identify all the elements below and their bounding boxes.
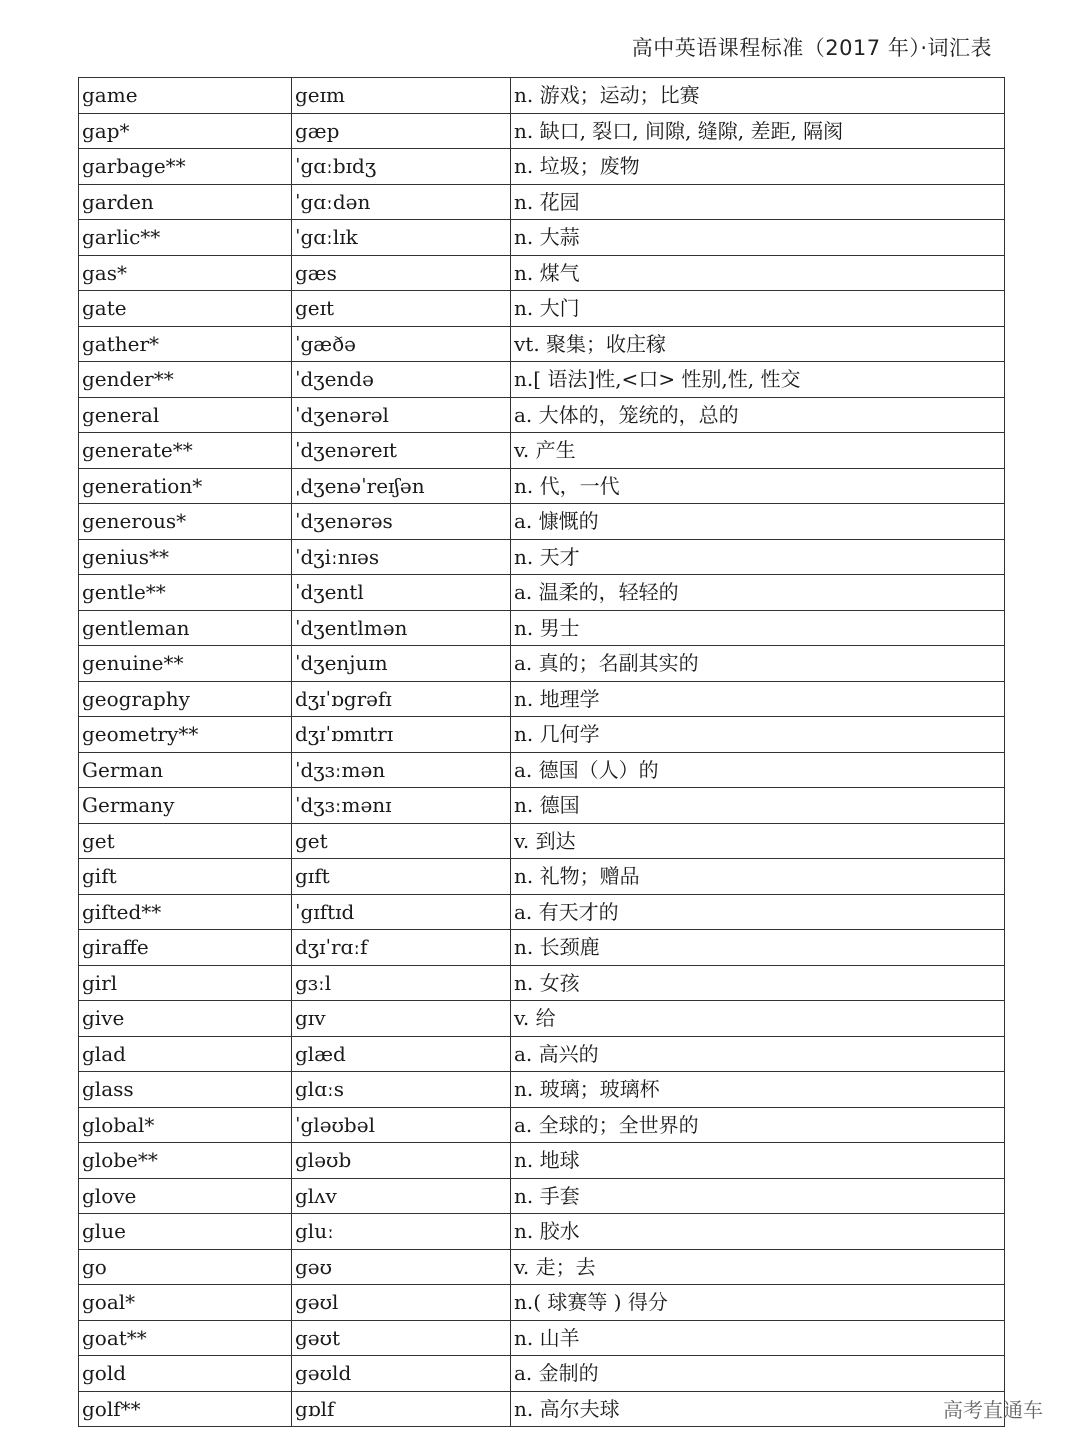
word-cell: globe** [79, 1143, 292, 1179]
word-cell: goal* [79, 1285, 292, 1321]
word-cell: girl [79, 965, 292, 1001]
phonetic-cell: ˌdʒenəˈreɪʃən [292, 468, 511, 504]
word-cell: glue [79, 1214, 292, 1250]
watermark-text: 高考直通车 [943, 1398, 1043, 1422]
phonetic-cell: ˈgɑːbɪdʒ [292, 149, 511, 185]
phonetic-cell: get [292, 823, 511, 859]
definition-cell: v. 产生 [511, 433, 1005, 469]
phonetic-cell: gæs [292, 255, 511, 291]
definition-cell: n. 高尔夫球 [511, 1391, 1005, 1427]
table-row [79, 823, 1005, 859]
table-row [79, 1143, 1005, 1179]
table-row [79, 1107, 1005, 1143]
table-row [79, 1249, 1005, 1285]
table-row [79, 1072, 1005, 1108]
phonetic-cell: dʒɪˈɒgrəfɪ [292, 681, 511, 717]
phonetic-cell: gləʊb [292, 1143, 511, 1179]
definition-cell: n. 大蒜 [511, 220, 1005, 256]
word-cell: garbage** [79, 149, 292, 185]
table-row [79, 681, 1005, 717]
table-row [79, 610, 1005, 646]
phonetic-cell: glʌv [292, 1178, 511, 1214]
phonetic-cell: gɪv [292, 1001, 511, 1037]
definition-cell: n. 德国 [511, 788, 1005, 824]
table-row [79, 1285, 1005, 1321]
definition-cell: n.[ 语法]性,<口> 性别,性, 性交 [511, 362, 1005, 398]
phonetic-cell: gəʊt [292, 1320, 511, 1356]
table-row [79, 575, 1005, 611]
table-row [79, 113, 1005, 149]
phonetic-cell: dʒɪˈrɑːf [292, 930, 511, 966]
definition-cell: n. 礼物；赠品 [511, 859, 1005, 895]
table-row [79, 362, 1005, 398]
word-cell: generation* [79, 468, 292, 504]
table-row [79, 468, 1005, 504]
definition-cell: n. 女孩 [511, 965, 1005, 1001]
word-cell: general [79, 397, 292, 433]
table-row [79, 1356, 1005, 1392]
word-cell: generate** [79, 433, 292, 469]
definition-cell: a. 慷慨的 [511, 504, 1005, 540]
definition-cell: n. 几何学 [511, 717, 1005, 753]
word-cell: glove [79, 1178, 292, 1214]
table-row [79, 255, 1005, 291]
phonetic-cell: ˈgæðə [292, 326, 511, 362]
table-row [79, 859, 1005, 895]
definition-cell: v. 走；去 [511, 1249, 1005, 1285]
word-cell: gentleman [79, 610, 292, 646]
definition-cell: n. 长颈鹿 [511, 930, 1005, 966]
table-row [79, 291, 1005, 327]
phonetic-cell: gɒlf [292, 1391, 511, 1427]
table-row [79, 149, 1005, 185]
word-cell: get [79, 823, 292, 859]
phonetic-cell: dʒɪˈɒmɪtrɪ [292, 717, 511, 753]
phonetic-cell: ˈdʒɜːmənɪ [292, 788, 511, 824]
table-row [79, 965, 1005, 1001]
phonetic-cell: ˈdʒentl [292, 575, 511, 611]
table-row [79, 433, 1005, 469]
word-cell: gate [79, 291, 292, 327]
definition-cell: a. 真的；名副其实的 [511, 646, 1005, 682]
phonetic-cell: ˈdʒenjuɪn [292, 646, 511, 682]
definition-cell: a. 全球的；全世界的 [511, 1107, 1005, 1143]
word-cell: give [79, 1001, 292, 1037]
table-row [79, 504, 1005, 540]
definition-cell: n. 胶水 [511, 1214, 1005, 1250]
phonetic-cell: gɪft [292, 859, 511, 895]
definition-cell: a. 有天才的 [511, 894, 1005, 930]
definition-cell: a. 大体的，笼统的，总的 [511, 397, 1005, 433]
table-row [79, 220, 1005, 256]
word-cell: global* [79, 1107, 292, 1143]
phonetic-cell: glæd [292, 1036, 511, 1072]
definition-cell: v. 到达 [511, 823, 1005, 859]
word-cell: goat** [79, 1320, 292, 1356]
table-row [79, 788, 1005, 824]
phonetic-cell: gɜːl [292, 965, 511, 1001]
phonetic-cell: geɪt [292, 291, 511, 327]
table-row [79, 752, 1005, 788]
table-row [79, 326, 1005, 362]
definition-cell: n. 缺口, 裂口, 间隙, 缝隙, 差距, 隔阂 [511, 113, 1005, 149]
word-cell: gifted** [79, 894, 292, 930]
phonetic-cell: ˈdʒendə [292, 362, 511, 398]
table-row [79, 646, 1005, 682]
definition-cell: v. 给 [511, 1001, 1005, 1037]
word-cell: generous* [79, 504, 292, 540]
word-cell: glass [79, 1072, 292, 1108]
phonetic-cell: ˈdʒentlmən [292, 610, 511, 646]
word-cell: game [79, 78, 292, 114]
table-row [79, 1001, 1005, 1037]
definition-cell: a. 温柔的，轻轻的 [511, 575, 1005, 611]
word-cell: Germany [79, 788, 292, 824]
word-cell: gold [79, 1356, 292, 1392]
definition-cell: n. 花园 [511, 184, 1005, 220]
phonetic-cell: ˈgɪftɪd [292, 894, 511, 930]
definition-cell: n. 大门 [511, 291, 1005, 327]
word-cell: giraffe [79, 930, 292, 966]
table-row [79, 894, 1005, 930]
vocabulary-table [78, 77, 1005, 1427]
definition-cell: n. 游戏；运动；比赛 [511, 78, 1005, 114]
definition-cell: a. 高兴的 [511, 1036, 1005, 1072]
table-row [79, 184, 1005, 220]
vocabulary-table-body [79, 78, 1005, 1427]
table-row [79, 1320, 1005, 1356]
phonetic-cell: ˈgɑːlɪk [292, 220, 511, 256]
word-cell: geography [79, 681, 292, 717]
word-cell: go [79, 1249, 292, 1285]
definition-cell: n. 代，一代 [511, 468, 1005, 504]
table-row [79, 1214, 1005, 1250]
phonetic-cell: gəʊ [292, 1249, 511, 1285]
phonetic-cell: glɑːs [292, 1072, 511, 1108]
table-row [79, 1178, 1005, 1214]
word-cell: geometry** [79, 717, 292, 753]
definition-cell: a. 德国（人）的 [511, 752, 1005, 788]
word-cell: gather* [79, 326, 292, 362]
definition-cell: n. 山羊 [511, 1320, 1005, 1356]
definition-cell: vt. 聚集；收庄稼 [511, 326, 1005, 362]
phonetic-cell: ˈdʒiːnɪəs [292, 539, 511, 575]
table-row [79, 1036, 1005, 1072]
phonetic-cell: gluː [292, 1214, 511, 1250]
word-cell: golf** [79, 1391, 292, 1427]
word-cell: gender** [79, 362, 292, 398]
phonetic-cell: gæp [292, 113, 511, 149]
phonetic-cell: ˈdʒenərəs [292, 504, 511, 540]
word-cell: German [79, 752, 292, 788]
definition-cell: n. 手套 [511, 1178, 1005, 1214]
phonetic-cell: ˈgləʊbəl [292, 1107, 511, 1143]
word-cell: genuine** [79, 646, 292, 682]
definition-cell: n.( 球赛等 ) 得分 [511, 1285, 1005, 1321]
page-header-title: 高中英语课程标准（2017 年）·词汇表 [631, 36, 992, 60]
table-row [79, 539, 1005, 575]
definition-cell: n. 天才 [511, 539, 1005, 575]
table-row [79, 930, 1005, 966]
definition-cell: n. 玻璃；玻璃杯 [511, 1072, 1005, 1108]
definition-cell: a. 金制的 [511, 1356, 1005, 1392]
definition-cell: n. 男士 [511, 610, 1005, 646]
table-row [79, 1391, 1005, 1427]
phonetic-cell: ˈgɑːdən [292, 184, 511, 220]
definition-cell: n. 垃圾；废物 [511, 149, 1005, 185]
phonetic-cell: geɪm [292, 78, 511, 114]
word-cell: glad [79, 1036, 292, 1072]
phonetic-cell: ˈdʒenəreɪt [292, 433, 511, 469]
phonetic-cell: gəʊl [292, 1285, 511, 1321]
phonetic-cell: gəʊld [292, 1356, 511, 1392]
word-cell: gas* [79, 255, 292, 291]
phonetic-cell: ˈdʒenərəl [292, 397, 511, 433]
phonetic-cell: ˈdʒɜːmən [292, 752, 511, 788]
table-row [79, 78, 1005, 114]
definition-cell: n. 煤气 [511, 255, 1005, 291]
word-cell: garlic** [79, 220, 292, 256]
word-cell: garden [79, 184, 292, 220]
word-cell: gentle** [79, 575, 292, 611]
definition-cell: n. 地球 [511, 1143, 1005, 1179]
word-cell: gift [79, 859, 292, 895]
word-cell: gap* [79, 113, 292, 149]
word-cell: genius** [79, 539, 292, 575]
table-row [79, 397, 1005, 433]
table-row [79, 717, 1005, 753]
definition-cell: n. 地理学 [511, 681, 1005, 717]
